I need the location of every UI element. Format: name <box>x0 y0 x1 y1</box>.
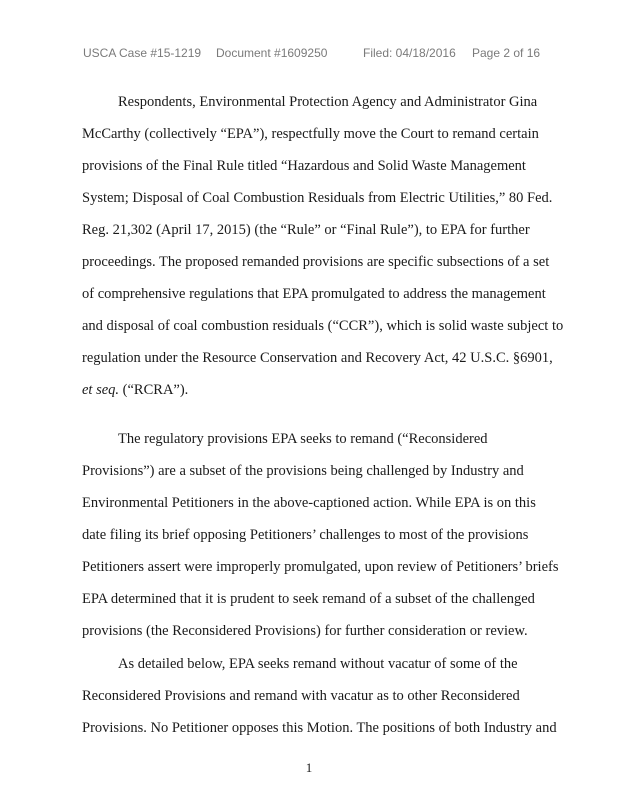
filed-date: Filed: 04/18/2016 <box>363 46 456 60</box>
court-filing-header <box>83 46 543 64</box>
document-number: Document #1609250 <box>216 46 328 60</box>
text-line: The regulatory provisions EPA seeks to remand (“Reconsidered <box>118 431 488 447</box>
text-line: Reconsidered Provisions and remand with vacatur as to other Reconsidered <box>82 688 520 704</box>
text-line: proceedings. The proposed remanded provisions are specific subsections of a set <box>82 254 550 270</box>
text-line: Petitioners assert were improperly promulgated, upon review of Petitioners’ briefs <box>82 559 559 575</box>
text-line: EPA determined that it is prudent to seek remand of a subset of the challenged <box>82 591 535 607</box>
text-line: Environmental Petitioners in the above-captioned action. While EPA is on this <box>82 495 536 511</box>
text-line <box>82 380 188 400</box>
text-line: provisions of the Final Rule titled “Hazardous and Solid Waste Management <box>82 158 526 174</box>
page-number: 1 <box>305 760 313 775</box>
text-line: of comprehensive regulations that EPA promulgated to address the management <box>82 286 546 302</box>
page-indicator: Page 2 of 16 <box>472 46 541 60</box>
text-line: Provisions”) are a subset of the provisions being challenged by Industry and <box>82 463 524 479</box>
text-line: McCarthy (collectively “EPA”), respectfully move the Court to remand certain <box>82 126 539 142</box>
text-line: provisions (the Reconsidered Provisions) for further consideration or review. <box>82 623 528 639</box>
text-line: Respondents, Environmental Protection Agency and Administrator Gina <box>118 94 538 110</box>
citation-abbrev: (“RCRA”). <box>119 382 189 398</box>
text-line: and disposal of coal combustion residuals (“CCR”), which is solid waste subject to <box>82 318 564 334</box>
text-line: date filing its brief opposing Petitioners’ challenges to most of the provisions <box>82 527 529 543</box>
text-line: Reg. 21,302 (April 17, 2015) (the “Rule” or “Final Rule”), to EPA for further <box>82 222 530 238</box>
text-line: regulation under the Resource Conservation and Recovery Act, 42 U.S.C. §6901, <box>82 350 553 366</box>
case-number: USCA Case #15-1219 <box>83 46 202 60</box>
text-line: As detailed below, EPA seeks remand without vacatur of some of the <box>118 656 518 672</box>
text-line: System; Disposal of Coal Combustion Residuals from Electric Utilities,” 80 Fed. <box>82 190 553 206</box>
text-line: Provisions. No Petitioner opposes this Motion. The positions of both Industry and <box>82 720 557 736</box>
italic-citation: et seq. <box>82 382 120 398</box>
